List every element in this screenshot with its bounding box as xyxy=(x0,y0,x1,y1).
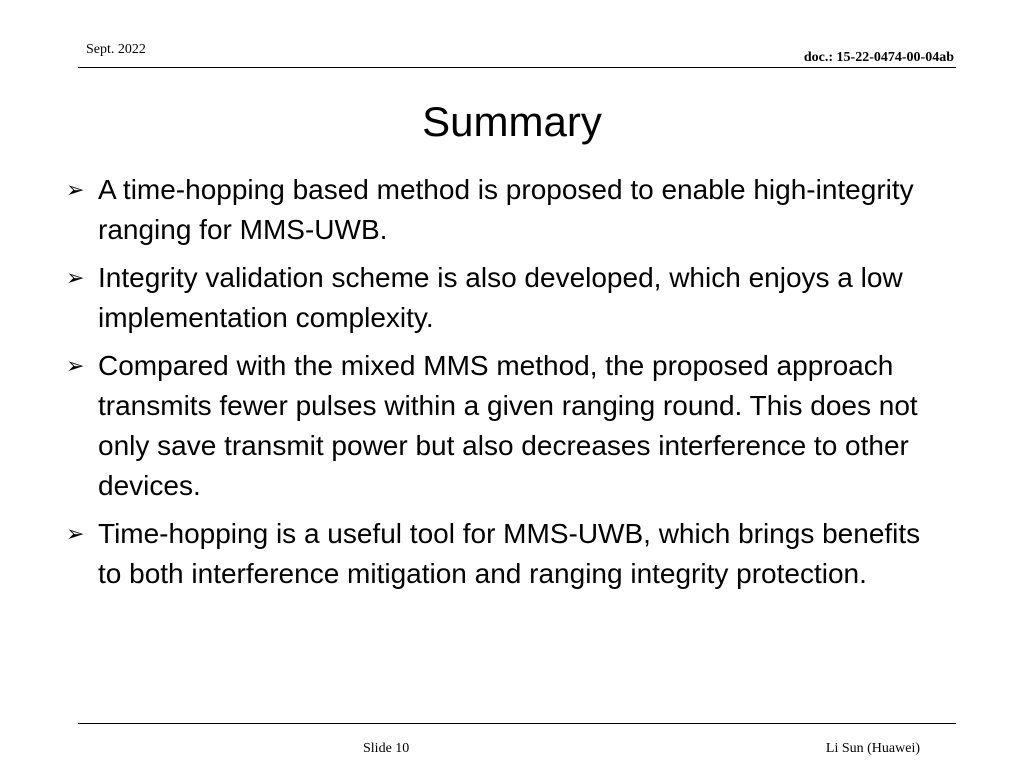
header-doc-id: doc.: 15-22-0474-00-04ab xyxy=(803,50,954,65)
bullet-text: Time-hopping is a useful tool for MMS-UWB, which brings benefits to both interference mitigation and ranging integrity protection. xyxy=(98,518,921,589)
arrow-bullet-icon: ➢ xyxy=(66,521,85,546)
arrow-bullet-icon: ➢ xyxy=(66,177,85,202)
arrow-bullet-icon: ➢ xyxy=(66,353,85,378)
footer-author: Li Sun (Huawei) xyxy=(825,741,920,756)
arrow-bullet-icon: ➢ xyxy=(66,265,85,290)
slide-number: Slide 10 xyxy=(363,741,410,756)
bullet-text: Compared with the mixed MMS method, the proposed approach transmits fewer pulses within a given ranging round. This does not only save transmit power but also decreases interference to other devices. xyxy=(98,350,918,501)
header-divider xyxy=(78,67,956,68)
bullet-item xyxy=(64,514,944,594)
bullet-text: A time-hopping based method is proposed to enable high-integrity ranging for MMS-UWB. xyxy=(98,174,914,245)
bullet-item xyxy=(64,346,944,506)
bullet-item xyxy=(64,170,944,250)
bullet-text: Integrity validation scheme is also developed, which enjoys a low implementation complexity. xyxy=(98,262,903,333)
slide-title: Summary xyxy=(422,98,602,145)
header-date: Sept. 2022 xyxy=(86,42,146,57)
footer-divider xyxy=(78,723,956,724)
bullet-list xyxy=(64,170,944,602)
bullet-item xyxy=(64,258,944,338)
